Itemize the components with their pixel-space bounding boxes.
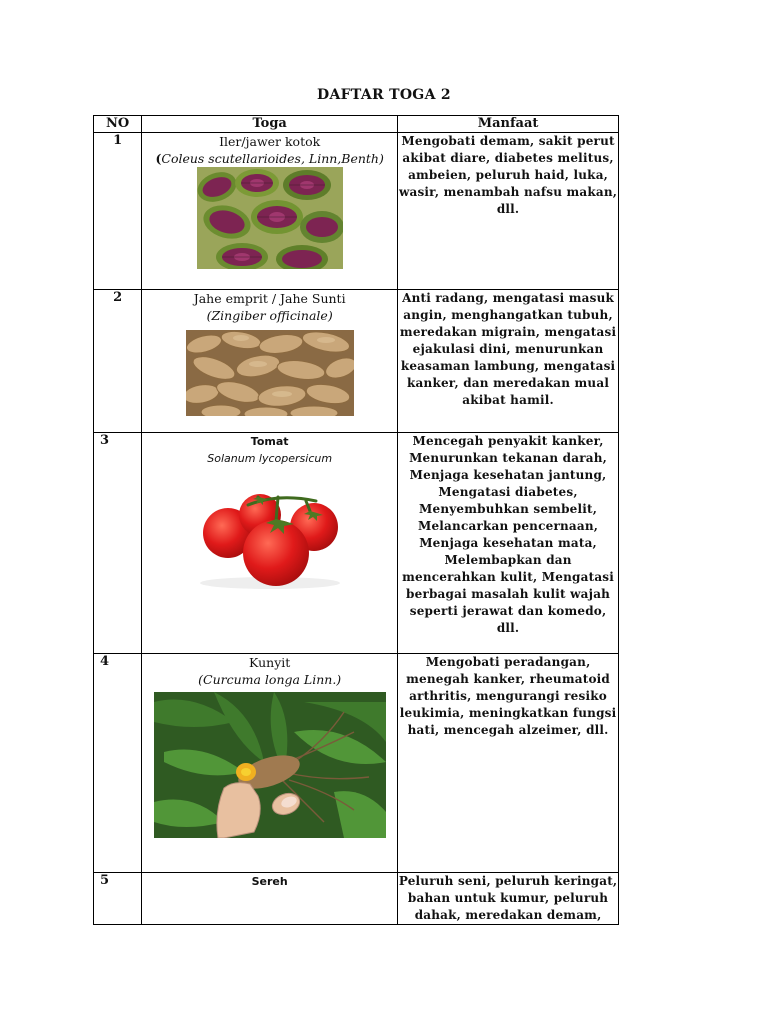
coleus-leaves-photo <box>197 167 343 269</box>
tomatoes-photo <box>178 471 362 593</box>
manfaat-cell: Mengobati demam, sakit perut akibat diare, diabetes melitus, ambeien, peluruh haid, luka, wasir, menambah nafsu makan, dll. <box>398 133 619 290</box>
manfaat-cell: Mengobati peradangan, menegah kanker, rheumatoid arthritis, mengurangi resiko leukimia, meningkatkan fungsi hati, mencegah alzeimer, dll. <box>398 654 619 873</box>
table-row <box>94 290 619 433</box>
row-number: 4 <box>94 654 142 873</box>
table-header-row <box>94 116 619 133</box>
toga-cell <box>142 433 398 654</box>
manfaat-cell: Mencegah penyakit kanker, Menurunkan tekanan darah, Menjaga kesehatan jantung, Mengatasi diabetes, Menyembuhkan sembelit, Melancarkan pencernaan, Menjaga kesehatan mata, Melembapkan dan mencerahkan kulit, Mengatasi berbagai masalah kulit wajah seperti jerawat dan komedo, dll. <box>398 433 619 654</box>
manfaat-cell: Peluruh seni, peluruh keringat, bahan untuk kumur, peluruh dahak, meredakan demam, <box>398 873 619 925</box>
plant-latin-name: Solanum lycopersicum <box>207 452 333 465</box>
row-number: 2 <box>94 290 142 433</box>
plant-name: Kunyit <box>249 655 291 670</box>
toga-cell <box>142 873 398 925</box>
plant-name: Iler/jawer kotok <box>219 134 321 149</box>
row-number: 5 <box>94 873 142 925</box>
ginger-roots-photo <box>186 330 354 416</box>
row-number: 1 <box>94 133 142 290</box>
header-manfaat: Manfaat <box>398 116 619 133</box>
header-no: NO <box>94 116 142 133</box>
table-row <box>94 133 619 290</box>
latin-open-paren: ( <box>155 151 162 166</box>
latin-text: Coleus scutellarioides, Linn,Benth) <box>161 151 384 166</box>
plant-name: Jahe emprit / Jahe Sunti <box>193 291 346 306</box>
toga-cell <box>142 133 398 290</box>
plant-latin-name: (Curcuma longa Linn.) <box>198 672 342 687</box>
plant-name: Tomat <box>250 435 289 448</box>
page-title: DAFTAR TOGA 2 <box>317 87 451 103</box>
turmeric-root-photo <box>154 692 386 838</box>
toga-cell <box>142 290 398 433</box>
plant-latin-name <box>142 150 397 167</box>
table-row <box>94 433 619 654</box>
row-number: 3 <box>94 433 142 654</box>
table-row <box>94 873 619 925</box>
manfaat-cell: Anti radang, mengatasi masuk angin, menghangatkan tubuh, meredakan migrain, mengatasi ejakulasi dini, menurunkan keasaman lambung, mengatasi kanker, dan meredakan mual akibat hamil. <box>398 290 619 433</box>
plant-name: Sereh <box>251 875 288 888</box>
toga-table <box>93 115 619 925</box>
header-toga: Toga <box>142 116 398 133</box>
toga-cell <box>142 654 398 873</box>
plant-latin-name: (Zingiber officinale) <box>206 308 333 323</box>
table-row <box>94 654 619 873</box>
